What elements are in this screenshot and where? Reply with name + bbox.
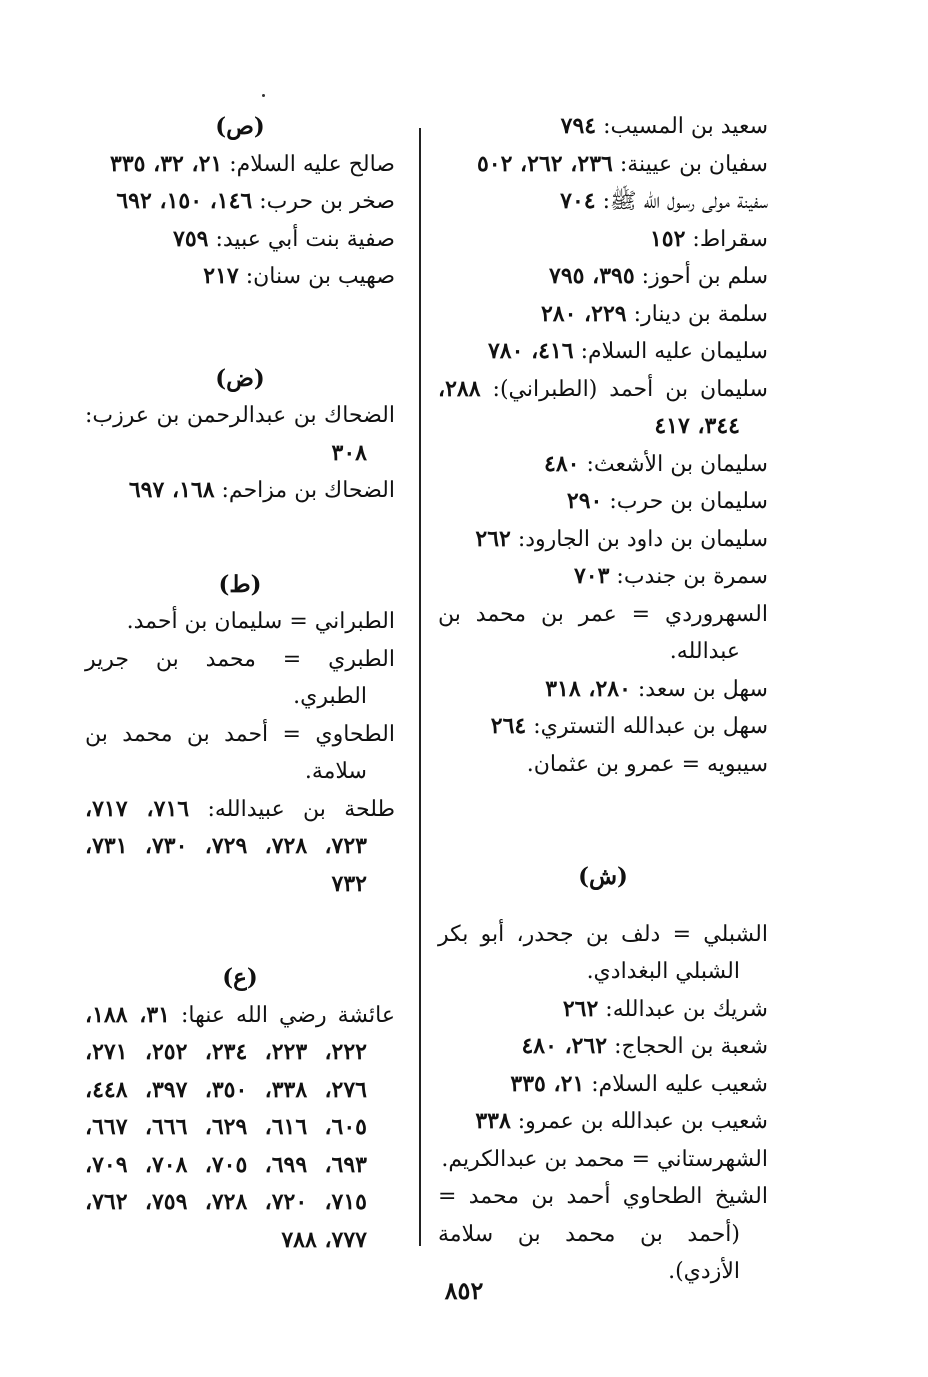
entry-page-refs: ٣٠٨ xyxy=(331,439,367,466)
index-entry xyxy=(85,997,395,1260)
index-entry xyxy=(438,991,768,1029)
index-entry xyxy=(85,716,395,791)
entry-name: الطحاوي = أحمد بن محمد بن سلامة. xyxy=(85,721,395,784)
index-entry xyxy=(85,791,395,904)
entry-page-refs: ٢٨٨، ٣٤٤، ٤١٧ xyxy=(438,375,740,439)
ain-heading: (ع) xyxy=(222,964,258,991)
index-entry xyxy=(85,183,395,221)
entry-name: شعيب بن عبدالله بن عمرو: xyxy=(517,1109,768,1134)
entry-name: الطبري = محمد بن جرير الطبري. xyxy=(85,646,395,709)
index-entry xyxy=(438,596,768,671)
entry-page-refs: ٣٣٨ xyxy=(475,1108,511,1134)
entry-name: سليمان بن أحمد (الطبراني): xyxy=(492,376,768,402)
index-entry xyxy=(438,1141,768,1179)
left-column xyxy=(85,108,395,1259)
entry-name: السهروردي = عمر بن محمد بن عبدالله. xyxy=(438,601,768,664)
entry-name: الطبراني = سليمان بن أحمد. xyxy=(126,609,395,634)
index-entry xyxy=(85,603,395,641)
index-entry xyxy=(438,483,768,521)
index-entry xyxy=(438,108,768,146)
entry-name: شعيب عليه السلام: xyxy=(591,1071,768,1097)
column-divider xyxy=(419,128,421,1246)
entry-name: سلمة بن دينار: xyxy=(633,301,768,327)
index-entry xyxy=(85,146,395,184)
index-entry xyxy=(438,146,768,184)
index-entry xyxy=(85,641,395,716)
entry-name: سقراط: xyxy=(692,226,768,252)
entry-page-refs: ٤٨٠ xyxy=(544,450,580,477)
entry-page-refs: ٣٩٥، ٧٩٥ xyxy=(549,263,635,289)
index-entry xyxy=(85,258,395,296)
entry-page-refs: ٢٢٩، ٢٨٠ xyxy=(540,300,627,327)
sad-section xyxy=(85,146,395,296)
index-entry xyxy=(438,916,768,991)
dad-heading: (ض) xyxy=(215,364,265,392)
index-entry xyxy=(438,446,768,484)
entry-name: الشبلي = دلف بن جحدر، أبو بكر الشبلي البغدادي. xyxy=(438,921,768,984)
right-column xyxy=(438,108,768,1291)
entry-name: سليمان عليه السلام: xyxy=(580,339,768,364)
page-number: ٨٥٢ xyxy=(444,1276,484,1305)
entry-page-refs: ٢٦٢ xyxy=(562,995,599,1022)
entry-name: سعيد بن المسيب: xyxy=(603,114,768,139)
entry-name: سفيان بن عيينة: xyxy=(619,151,768,177)
index-entry xyxy=(438,671,768,709)
entry-name: سليمان بن الأشعث: xyxy=(586,451,768,477)
stray-mark xyxy=(262,94,265,97)
entry-page-refs: ٧١٦، ٧١٧، ٧٢٣، ٧٢٨، ٧٢٩، ٧٣٠، ٧٣١، ٧٣٢ xyxy=(85,795,367,897)
entry-name: سليمان بن حرب: xyxy=(609,489,768,514)
entry-name: شعبة بن الحجاج: xyxy=(614,1034,768,1059)
entry-name: سفينة مولى رسول الله ﷺ: xyxy=(602,189,768,214)
entry-page-refs: ٢٨٠، ٣١٨ xyxy=(545,675,631,702)
entry-name: سلم بن أحوز: xyxy=(641,264,768,289)
index-entry xyxy=(438,333,768,371)
sin-section xyxy=(438,108,768,783)
entry-name: سهل بن عبدالله التستري: xyxy=(533,714,768,739)
entry-page-refs: ٢١، ٣٢، ٣٣٥ xyxy=(110,150,223,177)
entry-page-refs: ٢٦٢، ٤٨٠ xyxy=(521,1033,608,1059)
entry-name: عائشة رضي الله عنها: xyxy=(181,1002,395,1028)
entry-name: سهل بن سعد: xyxy=(637,676,768,702)
entry-page-refs: ١٥٢ xyxy=(649,225,686,252)
index-entry xyxy=(438,296,768,334)
index-entry xyxy=(438,708,768,746)
ta-section xyxy=(85,603,395,903)
index-entry xyxy=(85,472,395,510)
entry-name: سيبويه = عمرو بن عثمان. xyxy=(526,751,768,777)
entry-name: شريك بن عبدالله: xyxy=(605,996,768,1022)
entry-name: الضحاك بن عبدالرحمن بن عرزب: xyxy=(85,403,395,428)
sad-heading: (ص) xyxy=(215,113,265,140)
entry-page-refs: ٧٥٩ xyxy=(173,225,209,252)
entry-name: الشهرستاني = محمد بن عبدالكريم. xyxy=(441,1146,768,1172)
entry-page-refs: ٢١٧ xyxy=(203,263,239,289)
entry-name: صهيب بن سنان: xyxy=(245,264,395,289)
shin-heading: (ش) xyxy=(578,863,628,890)
ta-heading: (ط) xyxy=(218,570,262,598)
index-entry xyxy=(438,258,768,296)
entry-name: صخر بن حرب: xyxy=(259,189,395,214)
index-entry xyxy=(438,1178,768,1291)
entry-page-refs: ٢٦٤ xyxy=(490,713,527,739)
index-entry xyxy=(85,397,395,472)
entry-page-refs: ٢٩٠ xyxy=(566,488,603,514)
entry-page-refs: ٣١، ١٨٨، ٢٢٢، ٢٢٣، ٢٣٤، ٢٥٢، ٢٧١، ٢٧٦، ٣٣٨، ٣٥٠، ٣٩٧، ٤٤٨، ٦٠٥، ٦١٦، ٦٢٩، ٦٦٦، ٦٦٧، ٦٩٣، ٦٩٩، ٧٠٥، ٧٠٨، ٧٠٩، ٧١٥، ٧٢٠، ٧٢٨، ٧٥٩، ٧٦٢، ٧٧٧، ٧٨٨ xyxy=(85,1001,367,1253)
index-entry xyxy=(438,1103,768,1141)
index-entry xyxy=(438,1028,768,1066)
entry-name: سمرة بن جندب: xyxy=(616,564,768,589)
entry-name: الشيخ الطحاوي أحمد بن محمد = (أحمد بن محمد بن سلامة الأزدي). xyxy=(438,1184,768,1284)
index-entry xyxy=(438,183,768,221)
index-entry xyxy=(438,558,768,596)
entry-page-refs: ٧٠٣ xyxy=(573,563,610,589)
entry-name: صفية بنت أبي عبيد: xyxy=(215,226,395,252)
entry-page-refs: ٢٣٦، ٢٦٢، ٥٠٢ xyxy=(476,150,613,177)
index-entry xyxy=(438,221,768,259)
entry-page-refs: ٧٠٤ xyxy=(560,188,596,214)
entry-page-refs: ٧٩٤ xyxy=(560,113,597,139)
entry-page-refs: ٢٦٢ xyxy=(475,525,511,552)
entry-name: طلحة بن عبيدالله: xyxy=(207,796,395,822)
entry-name: صالح عليه السلام: xyxy=(229,151,395,177)
index-entry xyxy=(438,746,768,784)
entry-name: الضحاك بن مزاحم: xyxy=(221,478,395,503)
dad-section xyxy=(85,397,395,510)
entry-page-refs: ٢١، ٣٣٥ xyxy=(510,1070,585,1097)
index-entry xyxy=(438,521,768,559)
index-entry xyxy=(438,371,768,446)
ain-section xyxy=(85,997,395,1260)
entry-page-refs: ١٤٦، ١٥٠، ٦٩٢ xyxy=(116,188,253,214)
index-entry xyxy=(85,221,395,259)
entry-page-refs: ١٦٨، ٦٩٧ xyxy=(128,477,215,503)
entry-page-refs: ٤١٦، ٧٨٠ xyxy=(487,338,574,364)
index-entry xyxy=(438,1066,768,1104)
shin-section xyxy=(438,916,768,1291)
entry-name: سليمان بن داود بن الجارود: xyxy=(517,526,768,552)
